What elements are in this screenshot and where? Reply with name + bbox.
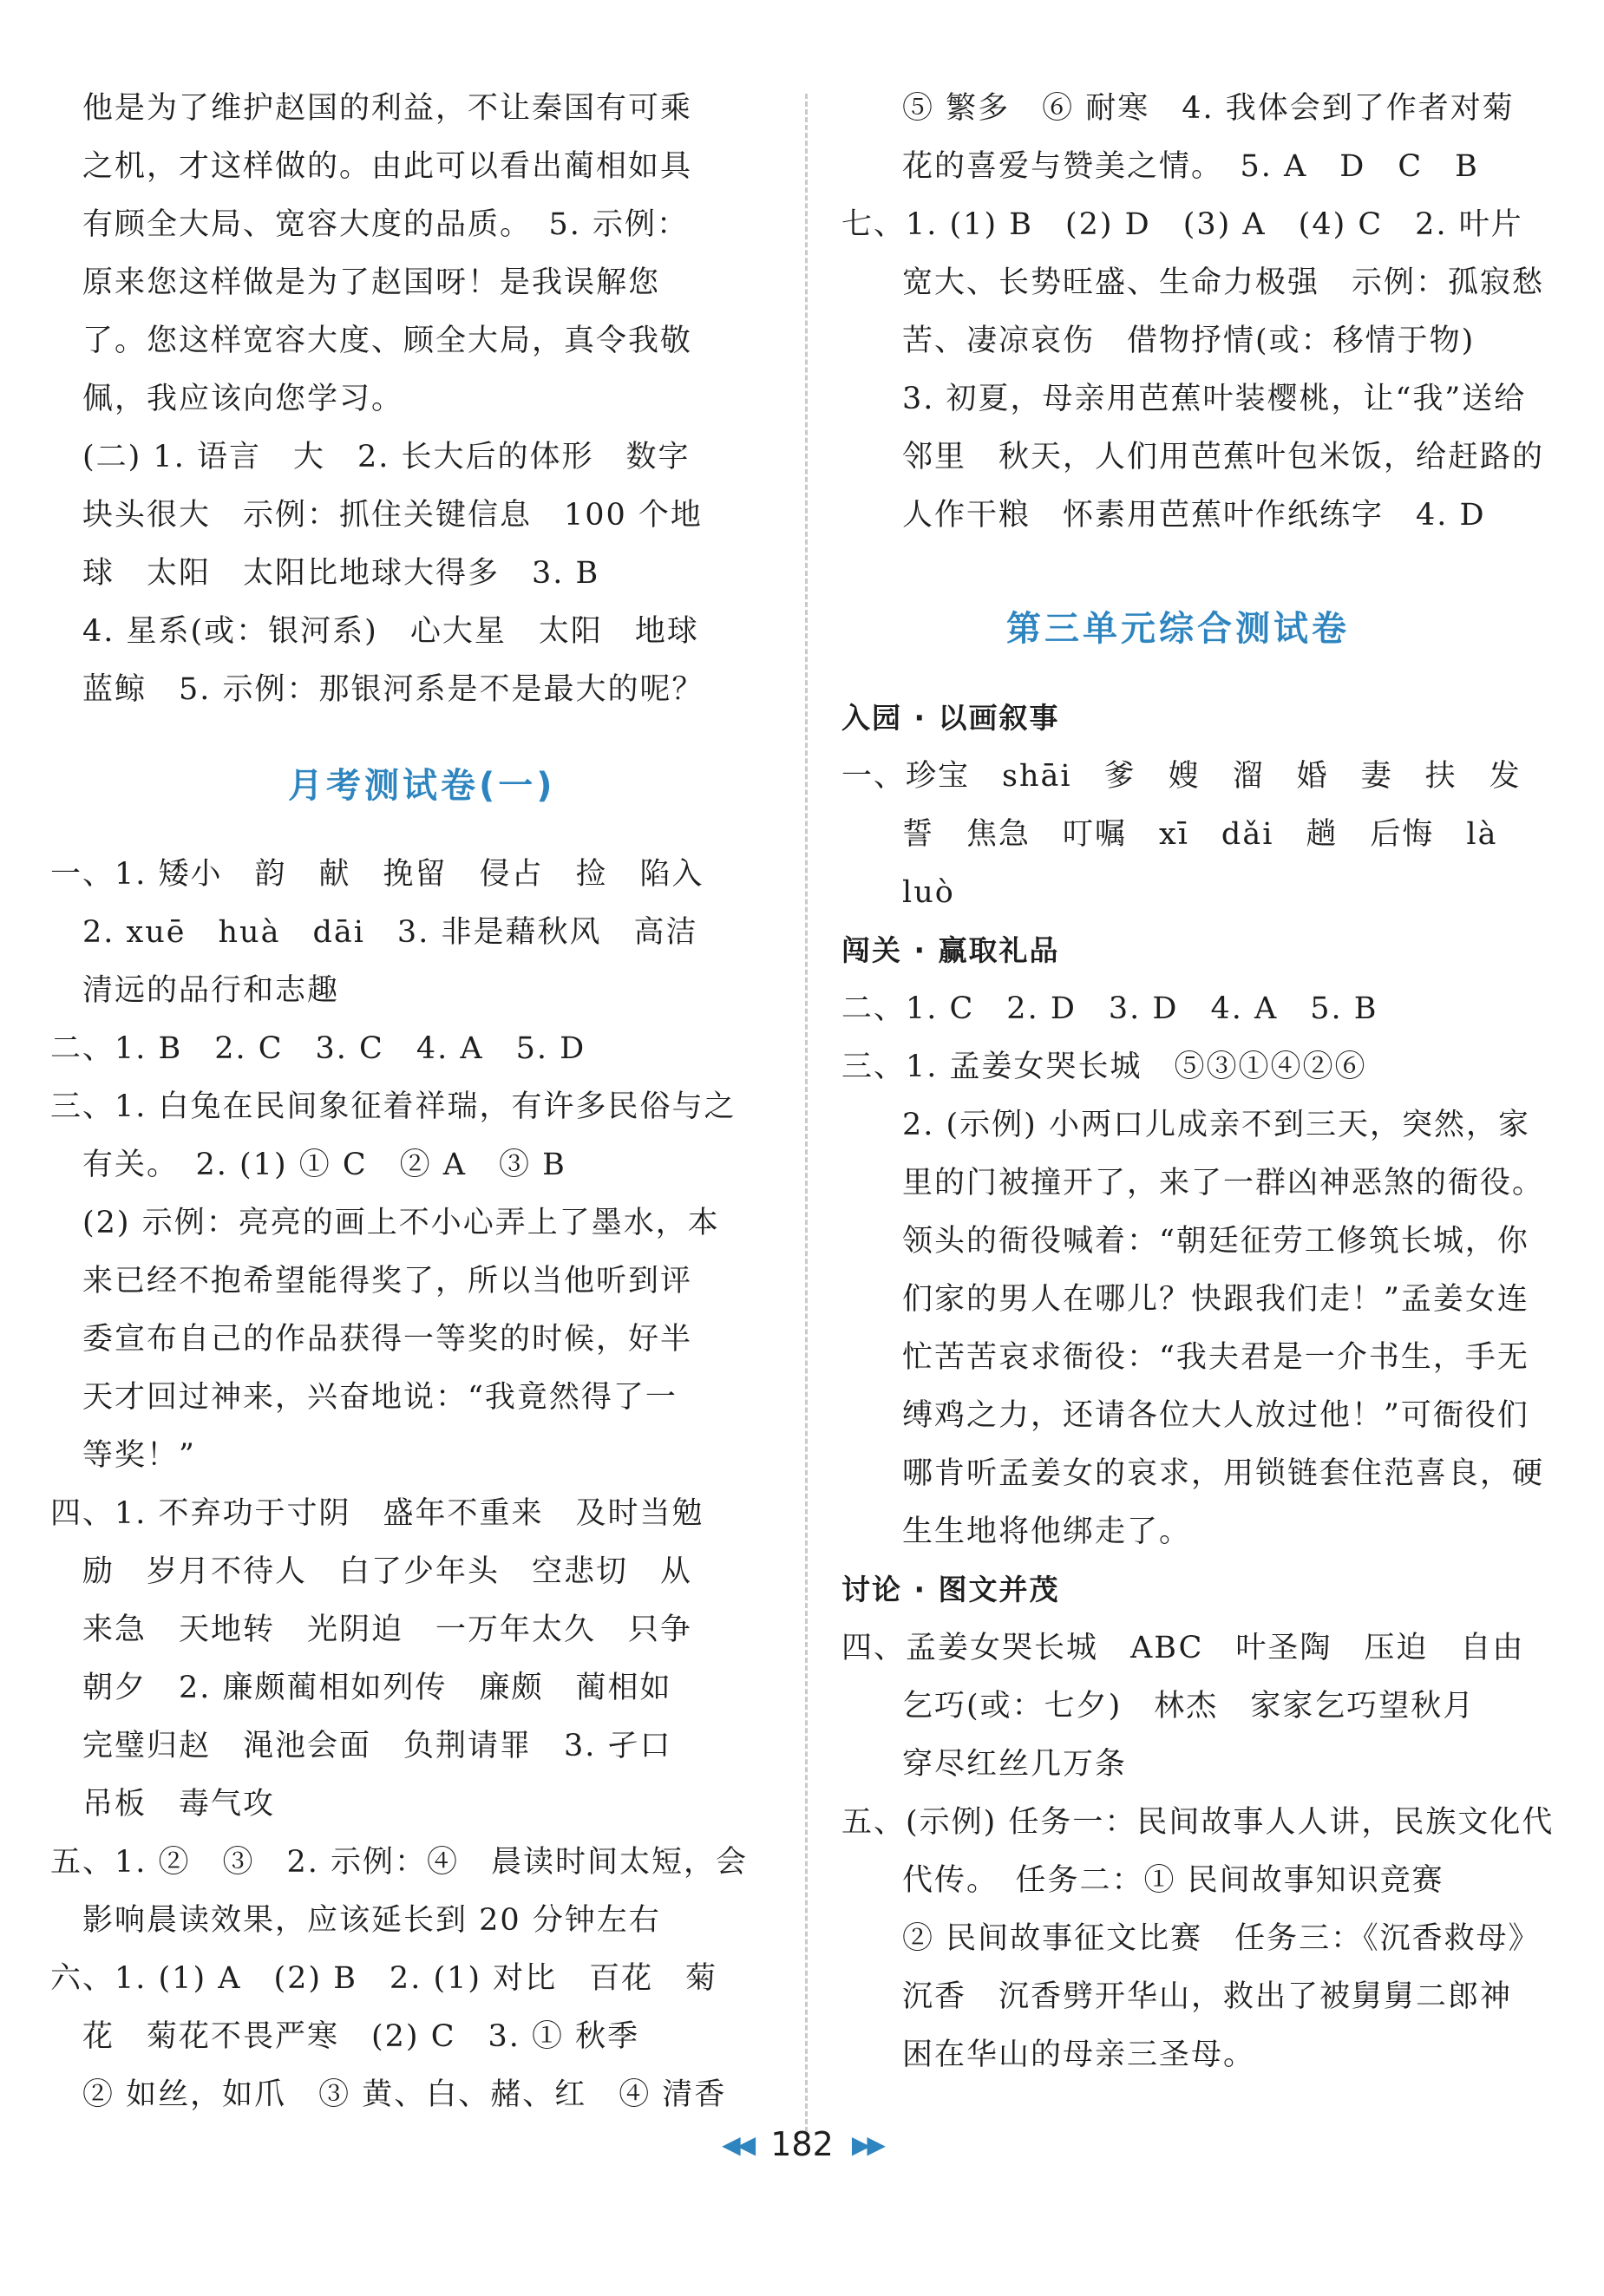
answer-line: 清远的品行和志趣: [82, 973, 340, 1008]
answer-line: 四、孟姜女哭长城 ABC 叶圣陶 压迫 自由: [841, 1631, 1525, 1665]
answer-line: 球 太阳 太阳比地球大得多 3. B: [82, 556, 600, 591]
answer-line: 有顾全大局、宽容大度的品质。 5. 示例：: [82, 207, 690, 242]
answer-line: 六、1. (1) A (2) B 2. (1) 对比 百花 菊: [50, 1961, 718, 1996]
answer-line: 花的喜爱与赞美之情。 5. A D C B: [902, 149, 1479, 184]
section-title: 月考测试卷(一): [288, 766, 556, 806]
answer-line: 了。您这样宽容大度、顾全大局，真令我敬: [82, 324, 693, 358]
answer-line: 苦、凄凉哀伤 借物抒情(或：移情于物): [902, 324, 1476, 358]
answer-line: 原来您这样做是为了赵国呀！是我误解您: [82, 265, 661, 300]
answer-line: 宽大、长势旺盛、生命力极强 示例：孤寂愁: [902, 265, 1545, 300]
answer-line: 块头很大 示例：抓住关键信息 100 个地: [82, 498, 703, 533]
answer-line: ② 如丝，如爪 ③ 黄、白、赭、红 ④ 清香: [82, 2077, 727, 2112]
answer-line: 人作干粮 怀素用芭蕉叶作纸练字 4. D: [902, 498, 1486, 533]
answer-line: 乞巧(或：七夕) 林杰 家家乞巧望秋月: [902, 1689, 1476, 1724]
answer-line: 二、1. C 2. D 3. D 4. A 5. B: [841, 991, 1378, 1026]
answer-line: 3. 初夏，母亲用芭蕉叶装樱桃，让“我”送给: [902, 382, 1527, 416]
answer-line: 忙苦苦哀求衙役：“我夫君是一介书生，手无: [902, 1340, 1529, 1375]
answer-line: 佩，我应该向您学习。: [82, 382, 404, 416]
answer-line: 沉香 沉香劈开华山，救出了被舅舅二郎神: [902, 1979, 1513, 2014]
answer-line: 里的门被撞开了，来了一群凶神恶煞的衙役。: [902, 1166, 1545, 1200]
answer-line: 朝夕 2. 廉颇蔺相如列传 廉颇 蔺相如: [82, 1671, 672, 1705]
answer-line: 困在华山的母亲三圣母。: [902, 2038, 1256, 2072]
answer-line: 等奖！”: [82, 1438, 196, 1473]
answer-line: 影响晨读效果，应该延长到 20 分钟左右: [82, 1903, 661, 1938]
answer-line: 二、1. B 2. C 3. C 4. A 5. D: [50, 1031, 586, 1066]
answer-line: 四、1. 不弃功于寸阴 盛年不重来 及时当勉: [50, 1496, 704, 1531]
answer-line: 缚鸡之力，还请各位大人放过他！”可衙役们: [902, 1398, 1529, 1433]
page-number: 182: [770, 2125, 834, 2163]
answer-line: 花 菊花不畏严寒 (2) C 3. ① 秋季: [82, 2019, 640, 2054]
answer-line: 们家的男人在哪儿？快跟我们走！”孟姜女连: [902, 1282, 1529, 1317]
answer-line: 蓝鲸 5. 示例：那银河系是不是最大的呢？: [82, 672, 704, 707]
answer-line: 来急 天地转 光阴迫 一万年太久 只争: [82, 1612, 693, 1647]
answer-line: 有关。 2. (1) ① C ② A ③ B: [82, 1148, 566, 1182]
sub-section-heading: 讨论 · 图文并茂: [841, 1573, 1060, 1606]
answer-line: 天才回过神来，兴奋地说：“我竟然得了一: [82, 1380, 678, 1415]
answer-line: 五、(示例) 任务一：民间故事人人讲，民族文化代: [841, 1805, 1555, 1840]
answer-line: ② 民间故事征文比赛 任务三：《沉香救母》: [902, 1921, 1541, 1956]
answer-line: 生生地将他绑走了。: [902, 1514, 1192, 1549]
answer-line: 邻里 秋天，人们用芭蕉叶包米饭，给赶路的: [902, 440, 1545, 474]
answer-line: 誓 焦急 叮嘱 xī dǎi 趟 后悔 là: [902, 817, 1498, 852]
answer-line: 之机，才这样做的。由此可以看出蔺相如具: [82, 149, 693, 184]
answer-line: 领头的衙役喊着：“朝廷征劳工修筑长城，你: [902, 1224, 1529, 1259]
answer-line: 吊板 毒气攻: [82, 1787, 276, 1822]
answer-line: 三、1. 孟姜女哭长城 ⑤③①④②⑥: [841, 1050, 1367, 1084]
answer-line: 代传。 任务二：① 民间故事知识竞赛: [902, 1863, 1444, 1898]
answer-line: ⑤ 繁多 ⑥ 耐寒 4. 我体会到了作者对菊: [902, 91, 1515, 126]
answer-line: 4. 星系(或：银河系) 心大星 太阳 地球: [82, 614, 699, 649]
answer-line: (2) 示例：亮亮的画上不小心弄上了墨水，本: [82, 1206, 720, 1240]
sub-section-heading: 闯关 · 赢取礼品: [841, 933, 1060, 967]
answer-line: 一、珍宝 shāi 爹 嫂 溜 婚 妻 扶 发: [841, 759, 1522, 794]
answer-line: (二) 1. 语言 大 2. 长大后的体形 数字: [82, 440, 691, 474]
page-footer: [0, 2125, 1604, 2177]
section-title: 第三单元综合测试卷: [1006, 609, 1350, 649]
previous-page-icon[interactable]: ◀◀: [722, 2129, 753, 2159]
sub-section-heading: 入园 · 以画叙事: [841, 701, 1060, 735]
answer-line: 2. (示例) 小两口儿成亲不到三天，突然，家: [902, 1108, 1530, 1142]
answer-line: 一、1. 矮小 韵 献 挽留 侵占 捡 陷入: [50, 857, 704, 892]
answer-line: 穿尽红丝几万条: [902, 1747, 1128, 1782]
answer-line: 七、1. (1) B (2) D (3) A (4) C 2. 叶片: [841, 207, 1523, 242]
answer-line: 2. xuē huà dāi 3. 非是藉秋风 高洁: [82, 915, 698, 950]
answer-line: 哪肯听孟姜女的哀求，用锁链套住范喜良，硬: [902, 1456, 1545, 1491]
answer-line: luò: [902, 875, 955, 910]
column-divider: [805, 94, 808, 2132]
answer-line: 来已经不抱希望能得奖了，所以当他听到评: [82, 1264, 693, 1298]
answer-line: 委宣布自己的作品获得一等奖的时候，好半: [82, 1322, 693, 1357]
answer-line: 五、1. ② ③ 2. 示例：④ 晨读时间太短，会: [50, 1845, 749, 1880]
answer-line: 完璧归赵 渑池会面 负荆请罪 3. 孑口: [82, 1729, 672, 1763]
answer-line: 三、1. 白兔在民间象征着祥瑞，有许多民俗与之: [50, 1089, 737, 1124]
answer-line: 励 岁月不待人 白了少年头 空悲切 从: [82, 1554, 693, 1589]
answer-line: 他是为了维护赵国的利益，不让秦国有可乘: [82, 91, 693, 126]
next-page-icon[interactable]: ▶▶: [851, 2129, 882, 2159]
